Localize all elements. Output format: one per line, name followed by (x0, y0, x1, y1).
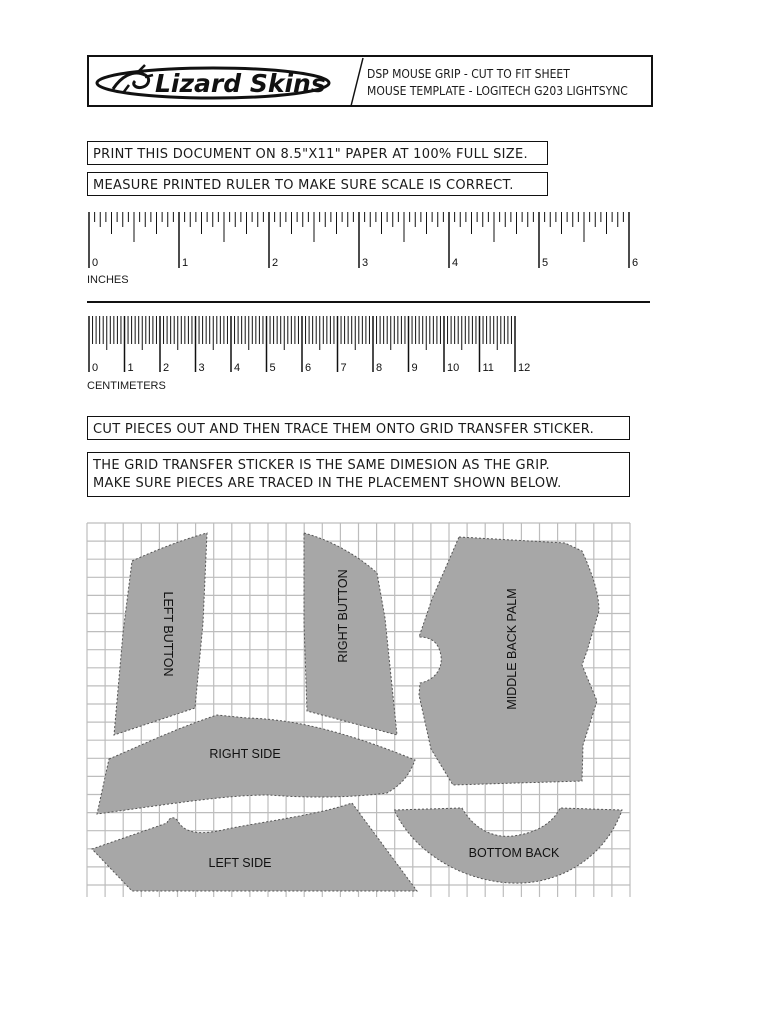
centimeter-ruler (0, 0, 768, 400)
cm-tick-label: 0 (92, 362, 99, 374)
template-grid (87, 523, 630, 897)
right-side-piece (97, 715, 415, 814)
bottom-back-label: BOTTOM BACK (468, 846, 560, 860)
inch-tick-label: 6 (632, 257, 639, 269)
cm-tick-label: 2 (163, 362, 170, 374)
centimeters-label: CENTIMETERS (87, 380, 166, 392)
cm-tick-label: 3 (198, 362, 205, 374)
measure-instruction: MEASURE PRINTED RULER TO MAKE SURE SCALE IS CORRECT. (87, 172, 548, 196)
cm-tick-label: 5 (269, 362, 276, 374)
grid-instruction-line-2: MAKE SURE PIECES ARE TRACED IN THE PLACEMENT SHOWN BELOW. (93, 476, 562, 491)
header-line-2: MOUSE TEMPLATE - LOGITECH G203 LIGHTSYNC (367, 84, 628, 98)
cut-instruction: CUT PIECES OUT AND THEN TRACE THEM ONTO GRID TRANSFER STICKER. (87, 416, 630, 440)
cm-tick-label: 8 (376, 362, 383, 374)
inch-tick-label: 1 (182, 257, 189, 269)
cm-tick-label: 11 (482, 362, 494, 374)
inch-tick-label: 4 (452, 257, 459, 269)
inch-tick-label: 5 (542, 257, 549, 269)
inch-tick-label: 2 (272, 257, 279, 269)
cm-tick-label: 6 (305, 362, 312, 374)
header-line-1: DSP MOUSE GRIP - CUT TO FIT SHEET (367, 67, 570, 81)
logo-text: Lizard Skins (155, 69, 326, 98)
inch-tick-label: 0 (92, 257, 99, 269)
grid-instruction-line-1: THE GRID TRANSFER STICKER IS THE SAME DIMESION AS THE GRIP. (93, 458, 550, 473)
cm-tick-label: 1 (127, 362, 134, 374)
cm-tick-label: 4 (234, 362, 241, 374)
left-side-label: LEFT SIDE (208, 856, 272, 870)
cm-tick-label: 12 (518, 362, 531, 374)
middle-back-palm-label: MIDDLE BACK PALM (505, 588, 519, 710)
inches-label: INCHES (87, 274, 129, 286)
inch-tick-label: 3 (362, 257, 369, 269)
cm-tick-label: 9 (411, 362, 418, 374)
right-side-label: RIGHT SIDE (209, 747, 281, 761)
left-button-piece (114, 533, 207, 735)
left-button-label: LEFT BUTTON (161, 591, 175, 677)
grid-instruction (87, 452, 630, 497)
cm-tick-label: 10 (447, 362, 460, 374)
cm-tick-label: 7 (340, 362, 347, 374)
right-button-piece (304, 533, 397, 735)
print-instruction: PRINT THIS DOCUMENT ON 8.5"X11" PAPER AT 100% FULL SIZE. (87, 141, 548, 165)
right-button-label: RIGHT BUTTON (336, 569, 350, 663)
